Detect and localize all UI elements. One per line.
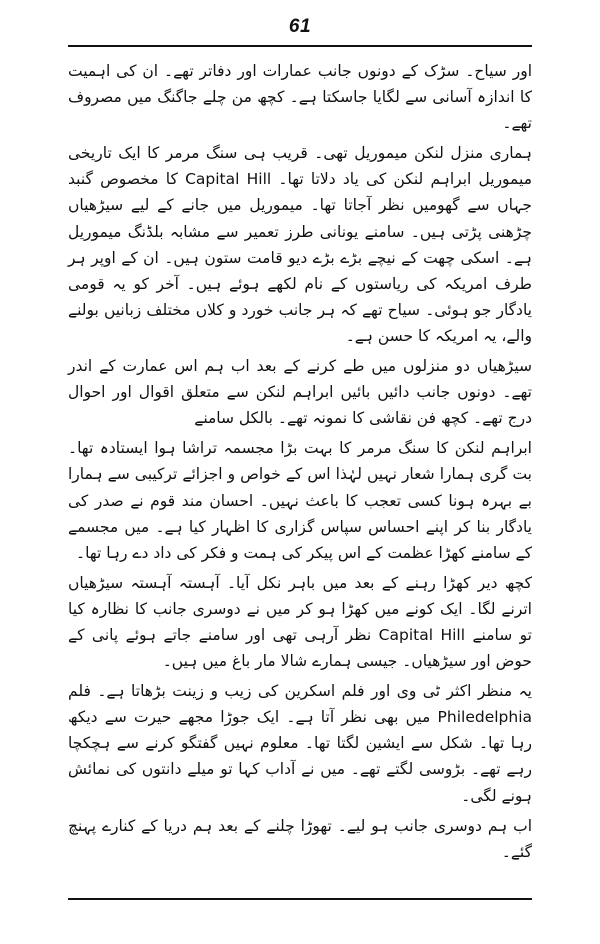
paragraph-2: ہماری منزل لنکن میموریل تھی۔ قریب ہی سنگ مرمر کا ایک تاریخی میموریل ابراہم لنکن کی یاد دلاتا تھا۔ Capital Hill کا مخصوص گنبد جہاں سے گھومیں نظر آجاتا تھا۔ میموریل میں جانے کے لیے سیڑھیاں چڑھنی پڑتی ہیں۔ سامنے یونانی طرز تعمیر سے مشابہ بلڈنگ میموریل ہے۔ اسکی چھت کے نیچے بڑے بڑے دیو قامت ستون ہیں۔ ان کے اوپر ہر طرف امریکہ کی ریاستوں کے نام لکھے ہوئے ہیں۔ آخر کو یہ قومی یادگار جو ہوئی۔ سیاح تھے کہ ہر جانب خورد و کلاں مختلف زبانیں بولنے والے، یہ امریکہ کا حسن ہے۔ bbox=[68, 144, 533, 345]
paragraph-7: اب ہم دوسری جانب ہو لیے۔ تھوڑا چلنے کے بعد ہم دریا کے کنارے پہنچ گئے۔ bbox=[68, 816, 532, 861]
paragraph-5: کچھ دیر کھڑا رہنے کے بعد میں باہر نکل آیا۔ آہستہ آہستہ سیڑھیاں اترنے لگا۔ ایک کونے میں کھڑا ہو کر میں نے دوسری جانب کا نظارہ کیا تو سامنے Capital Hill نظر آرہی تھی اور سامنے جاتے ہوئے پانی کے حوض اور سیڑھیاں۔ جیسی ہمارے شالا مار باغ میں ہیں۔ bbox=[68, 573, 532, 671]
page-number: 61 bbox=[288, 16, 312, 37]
bottom-rule bbox=[68, 898, 532, 900]
body-text bbox=[68, 58, 532, 869]
paragraph-3: سیڑھیاں دو منزلوں میں طے کرنے کے بعد اب ہم اس عمارت کے اندر تھے۔ دونوں جانب دائیں بائیں ابراہم لنکن سے متعلق اقوال اور احوال درج تھے۔ کچھ فن نقاشی کا نمونہ تھے۔ بالکل سامنے bbox=[68, 357, 532, 428]
paragraph-1: اور سیاح۔ سڑک کے دونوں جانب عمارات اور دفاتر تھے۔ ان کی اہمیت کا اندازہ آسانی سے لگایا جاسکتا ہے۔ کچھ من چلے جاگنگ میں مصروف تھے۔ bbox=[68, 62, 532, 133]
top-rule bbox=[68, 45, 532, 47]
paragraph-4: ابراہم لنکن کا سنگ مرمر کا بہت بڑا مجسمہ تراشا ہوا ایستادہ تھا۔ بت گری ہمارا شعار نہیں لہٰذا اس کے خواص و اجزائے ترکیبی سے ہمارا بے بہرہ ہونا کسی تعجب کا باعث نہیں۔ احسان مند قوم نے صدر کی یادگار بنا کر اپنے احساس سپاس گزاری کا اظہار کیا ہے۔ میں مجسمے کے سامنے کھڑا عظمت کے اس پیکر کی ہمت و فکر کی داد دے رہا تھا۔ bbox=[68, 439, 532, 562]
paragraph-6: یہ منظر اکثر ٹی وی اور فلم اسکرین کی زیب و زینت بڑھاتا ہے۔ فلم Philedelphia میں بھی نظر آتا ہے۔ ایک جوڑا مجھے حیرت سے دیکھ رہا تھا۔ شکل سے ایشین لگتا تھا۔ معلوم نہیں گفتگو کرنے سے ہچکچا رہے تھے۔ بڑوسی لگتے تھے۔ میں نے آداب کہا تو میلے دانتوں کی نمائش ہونے لگی۔ bbox=[68, 682, 532, 805]
